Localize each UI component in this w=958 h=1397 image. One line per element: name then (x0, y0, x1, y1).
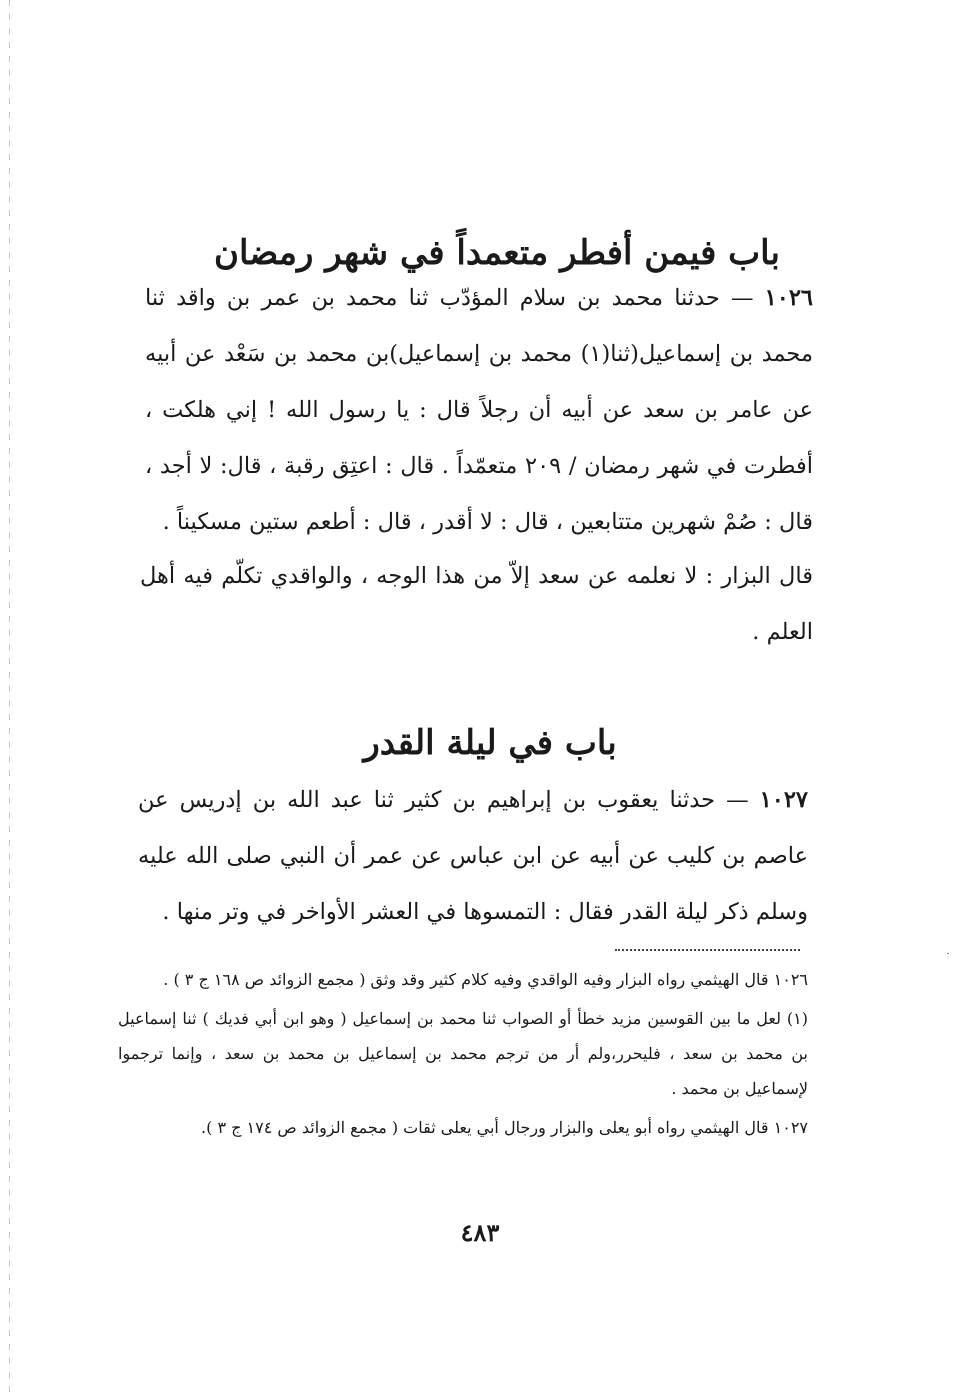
hadith-number: ١٠٢٦ (764, 285, 814, 311)
chapter-title-laylat-al-qadr: باب في ليلة القدر (363, 723, 617, 764)
footnote-1027: ١٠٢٧ قال الهيثمي رواه أبو يعلى والبزار ورجال أبي يعلى ثقات ( مجمع الزوائد ص ١٧٤ ج ٣ ). (201, 1118, 808, 1137)
page-number: ٤٨٣ (460, 1218, 500, 1247)
page-edge-line (9, 0, 10, 1397)
bazzar-note: قال البزار : لا نعلمه عن سعد إلاّ من هذا الوجه ، والواقدي تكلّم فيه أهل العلم . (140, 563, 813, 645)
footnote-1026: ١٠٢٦ قال الهيثمي رواه البزار وفيه الواقدي وفيه كلام كثير وقد وثق ( مجمع الزوائد ص ١٦٨ ج ٣ ) . (163, 970, 808, 989)
chapter-title-iftar: باب فيمن أفطر متعمداً في شهر رمضان (213, 233, 780, 274)
hadith-1027 (138, 772, 808, 940)
hadith-text: — حدثنا محمد بن سلام المؤدّب ثنا محمد بن عمر بن واقد ثنا محمد بن إسماعيل(ثنا(١) محمد بن إسماعيل)بن محمد بن سَعْد عن أبيه عن عامر بن سعد عن أبيه أن رجلاً قال : يا رسول الله ! إني هلكت ، أفطرت في شهر رمضان / ٢٠٩ متعمّداً . قال : اعتِق رقبة ، قال: لا أجد ، قال : صُمْ شهرين متتابعين ، قال : لا أقدر ، قال : أطعم ستين مسكيناً . (145, 285, 814, 535)
hadith-text: — حدثنا يعقوب بن إبراهيم بن كثير ثنا عبد الله بن إدريس عن عاصم بن كليب عن أبيه عن ابن عباس عن عمر أن النبي صلى الله عليه وسلم ذكر ليلة القدر فقال : التمسوها في العشر الأواخر في وتر منها . (138, 787, 808, 925)
footnotes (118, 962, 808, 1149)
footnote-separator (615, 949, 800, 951)
hadith-1026 (145, 270, 813, 550)
footnote-1: (١) لعل ما بين القوسين مزيد خطأ أو الصواب ثنا محمد بن إسماعيل ( وهو ابن أبي فديك ) ثنا إسماعيل بن محمد بن سعد ، فليحرر،ولم أر من ترجم محمد بن إسماعيل بن محمد بن سعد ، وإنما ترجموا لإسماعيل بن محمد . (118, 1009, 808, 1098)
hadith-number: ١٠٢٧ (759, 787, 808, 813)
